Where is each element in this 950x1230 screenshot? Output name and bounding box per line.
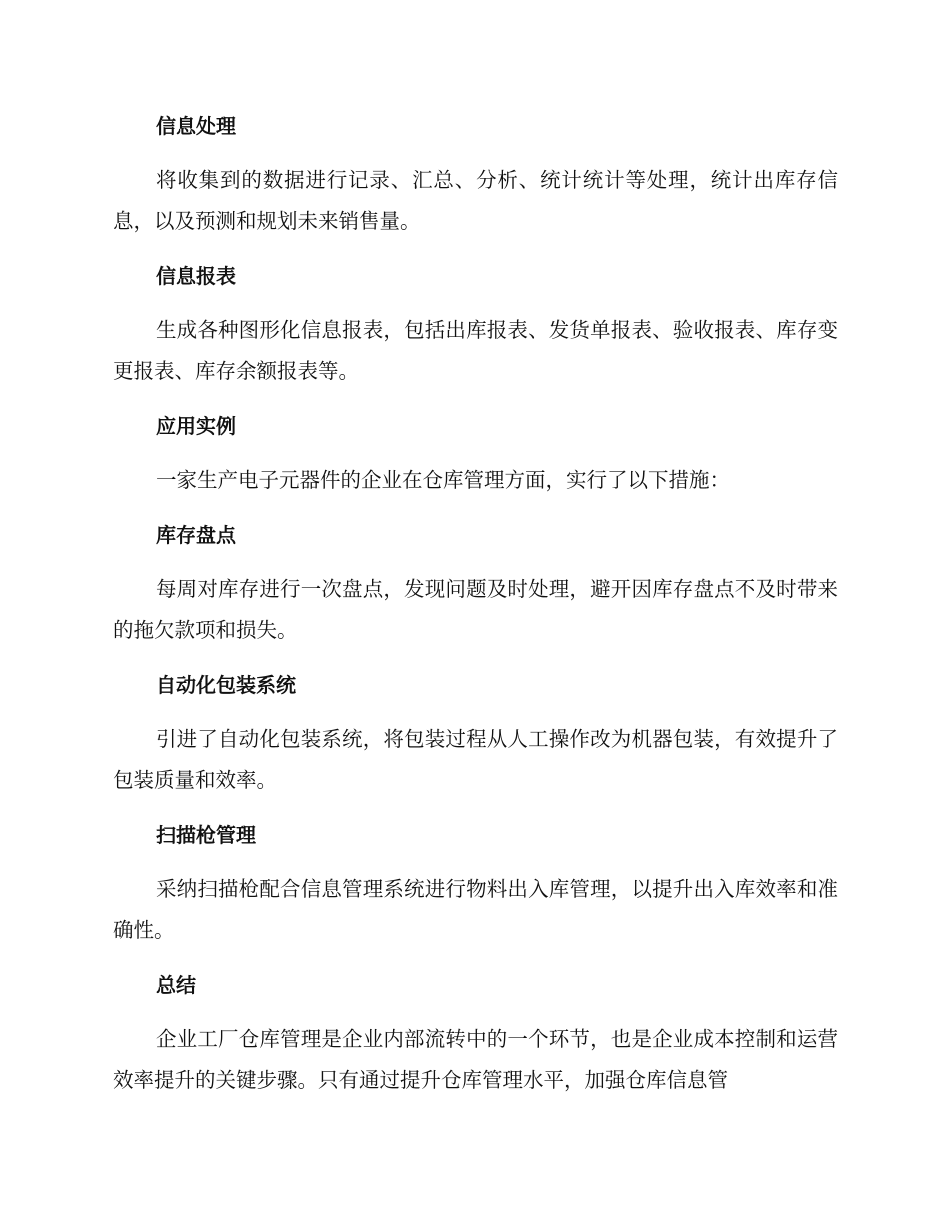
section-paragraph: 采纳扫描枪配合信息管理系统进行物料出入库管理，以提升出入库效率和准确性。 xyxy=(113,877,838,942)
section-paragraph: 企业工厂仓库管理是企业内部流转中的一个环节，也是企业成本控制和运营效率提升的关键步骤。只有通过提升仓库管理水平，加强仓库信息管 xyxy=(113,1027,838,1092)
section-heading: 扫描枪管理 xyxy=(156,823,256,847)
section-automated-packaging xyxy=(113,667,838,801)
section-summary xyxy=(113,967,838,1101)
section-info-processing xyxy=(113,108,838,242)
section-paragraph: 一家生产电子元器件的企业在仓库管理方面，实行了以下措施： xyxy=(156,468,730,492)
section-paragraph: 生成各种图形化信息报表，包括出库报表、发货单报表、验收报表、库存变更报表、库存余额报表等。 xyxy=(113,318,838,383)
section-heading: 总结 xyxy=(156,973,196,997)
section-paragraph: 每周对库存进行一次盘点，发现问题及时处理，避开因库存盘点不及时带来的拖欠款项和损失。 xyxy=(113,577,838,642)
section-heading: 信息报表 xyxy=(156,264,236,288)
section-application-example xyxy=(113,408,838,501)
section-scanner-management xyxy=(113,817,838,951)
section-heading: 自动化包装系统 xyxy=(156,673,296,697)
section-heading: 库存盘点 xyxy=(156,523,236,547)
section-heading: 信息处理 xyxy=(156,114,236,138)
document-page xyxy=(113,108,838,1117)
section-inventory-count xyxy=(113,517,838,651)
section-paragraph: 引进了自动化包装系统，将包装过程从人工操作改为机器包装，有效提升了包装质量和效率。 xyxy=(113,727,838,792)
section-heading: 应用实例 xyxy=(156,414,236,438)
section-paragraph: 将收集到的数据进行记录、汇总、分析、统计统计等处理，统计出库存信息，以及预测和规划未来销售量。 xyxy=(113,168,838,233)
section-info-reports xyxy=(113,258,838,392)
